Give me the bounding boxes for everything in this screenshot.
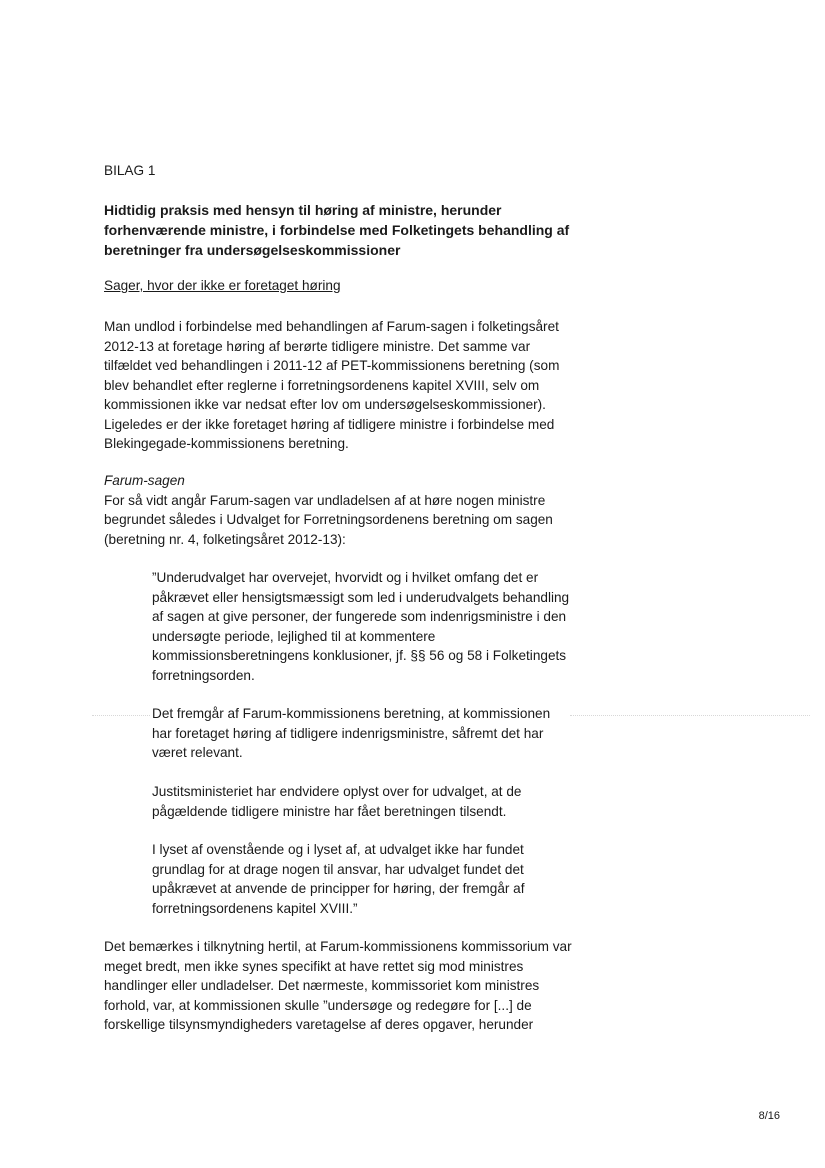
- text-line: I lyset af ovenstående og i lyset af, at udvalget ikke har fundet: [152, 842, 524, 857]
- text-line: Det bemærkes i tilknytning hertil, at Farum-kommissionens kommissorium var: [104, 939, 572, 954]
- text-line: blev behandlet efter reglerne i forretningsordenens kapitel XVIII, selv om: [104, 377, 540, 393]
- text-line: tilfældet ved behandlingen i 2011-12 af PET-kommissionens beretning (som: [104, 358, 560, 373]
- text-line: begrundet således i Udvalget for Forretningsordenens beretning om sagen: [104, 512, 553, 527]
- text-line: pågældende tidligere ministre har fået beretningen tilsendt.: [152, 803, 507, 819]
- text-line: forretningsorden.: [152, 667, 255, 683]
- paragraph-remark: [104, 937, 594, 1035]
- text-line: Ligeledes er der ikke foretaget høring af tidligere ministre i forbindelse med: [104, 416, 555, 432]
- text-line: forskellige tilsynsmyndigheders varetagelse af deres opgaver, herunder: [104, 1017, 534, 1032]
- section-title: Sager, hvor der ikke er foretaget høring: [104, 278, 341, 293]
- scan-dotted-line: [570, 715, 810, 716]
- text-line: undersøgte periode, lejlighed til at kommentere: [152, 628, 436, 644]
- document-heading: [104, 200, 584, 260]
- text-line: meget bredt, men ikke synes specifikt at have rettet sig mod ministres: [104, 958, 524, 974]
- text-line: ”Underudvalget har overvejet, hvorvidt og i hvilket omfang det er: [152, 570, 539, 585]
- subheading-farum: Farum-sagen: [104, 473, 185, 488]
- quote-paragraph-3: [152, 782, 592, 821]
- text-line: forhold, var, at kommissionen skulle ”undersøge og redegøre for [...] de: [104, 997, 532, 1013]
- quote-paragraph-4: [152, 840, 592, 918]
- text-line: har foretaget høring af tidligere indenrigsministre, såfremt det har: [152, 725, 544, 741]
- text-line: For så vidt angår Farum-sagen var undladelsen af at høre nogen ministre: [104, 492, 546, 508]
- quote-paragraph-1: [152, 568, 592, 685]
- text-line: 2012-13 at foretage høring af berørte tidligere ministre. Det samme var: [104, 338, 531, 354]
- text-line: Man undlod i forbindelse med behandlingen af Farum-sagen i folketingsåret: [104, 319, 559, 334]
- scan-dotted-line: [92, 715, 150, 716]
- paragraph-intro: [104, 317, 594, 454]
- text-line: kommissionen ikke var nedsat efter lov om undersøgelseskommissioner).: [104, 397, 546, 412]
- heading-line: forhenværende ministre, i forbindelse med Folketingets behandling af: [104, 222, 570, 238]
- text-line: Blekingegade-kommissionens beretning.: [104, 436, 349, 451]
- paragraph-farum: [104, 471, 594, 549]
- text-line: kommissionsberetningens konklusioner, jf. §§ 56 og 58 i Folketingets: [152, 648, 567, 663]
- quote-paragraph-2: [152, 704, 592, 763]
- text-line: (beretning nr. 4, folketingsåret 2012-13):: [104, 531, 346, 547]
- heading-line: beretninger fra undersøgelseskommissioner: [104, 242, 401, 258]
- heading-line: Hidtidig praksis med hensyn til høring af ministre, herunder: [104, 202, 502, 218]
- text-line: af sagen at give personer, der fungerede som indenrigsministre i den: [152, 609, 567, 624]
- text-line: grundlag for at drage nogen til ansvar, har udvalget fundet det: [152, 861, 524, 877]
- appendix-label: BILAG 1: [104, 163, 156, 178]
- text-line: handlinger eller undladelser. Det nærmeste, kommissoriet kom ministres: [104, 978, 540, 993]
- text-line: forretningsordenens kapitel XVIII.”: [152, 900, 358, 916]
- text-line: upåkrævet at anvende de principper for høring, der fremgår af: [152, 881, 525, 896]
- text-line: været relevant.: [152, 745, 243, 760]
- text-line: påkrævet eller hensigtsmæssigt som led i underudvalgets behandling: [152, 589, 570, 605]
- page-number: 8/16: [758, 1110, 780, 1122]
- text-line: Justitsministeriet har endvidere oplyst over for udvalget, at de: [152, 784, 522, 799]
- text-line: Det fremgår af Farum-kommissionens beretning, at kommissionen: [152, 706, 551, 721]
